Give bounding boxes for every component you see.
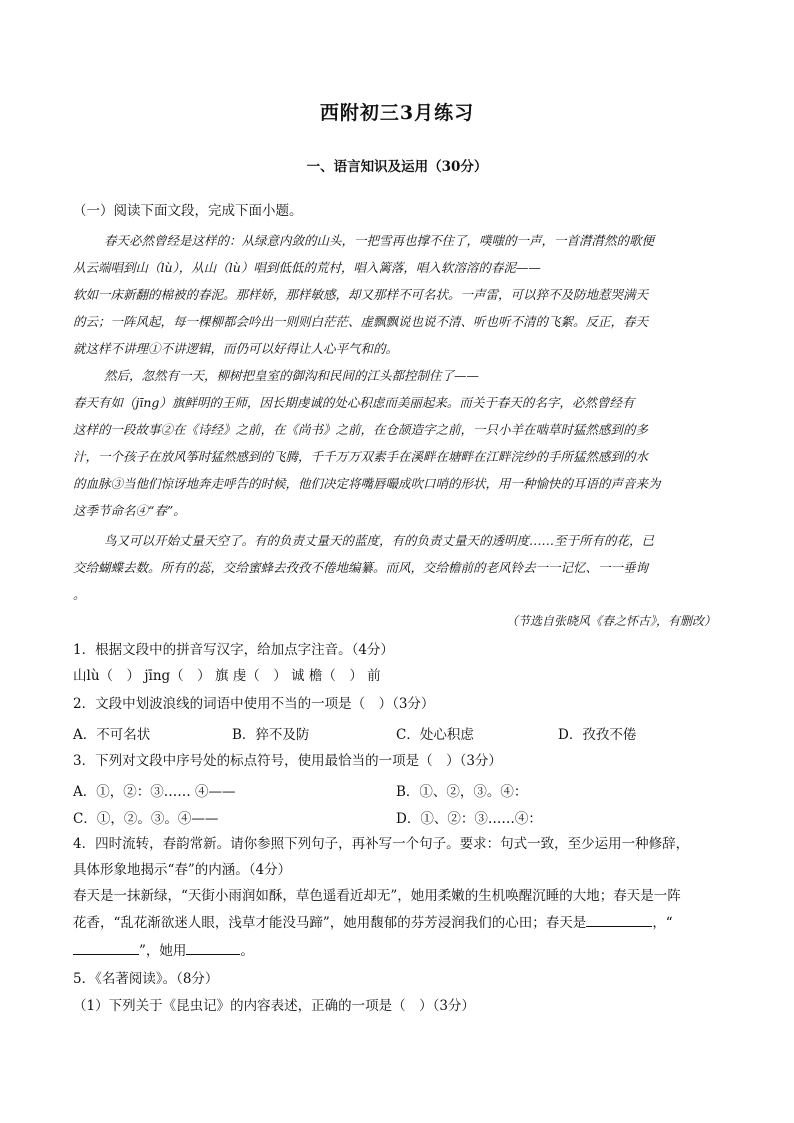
q1-item: jīng（ ） bbox=[144, 668, 211, 684]
section-heading: 一、语言知识及运用（30分） bbox=[306, 159, 488, 175]
q4-example-line bbox=[73, 940, 254, 961]
reading-intro: （一）阅读下面文段，完成下面小题。 bbox=[73, 203, 303, 219]
q4-example-text: ”，她用 bbox=[139, 943, 187, 959]
q4-example-line: 春天是一抹新绿，“天街小雨润如酥，草色遥看近却无”，她用柔嫩的生机唤醒沉睡的大地；春天是一阵 bbox=[73, 888, 681, 904]
q2-option-c[interactable]: C．处心积虑 bbox=[396, 727, 474, 743]
q3-option-c[interactable]: C．①，②。③。④—— bbox=[73, 811, 219, 827]
q4-example-text: 。 bbox=[240, 943, 254, 959]
passage-line: 。 bbox=[73, 587, 86, 602]
question-2-stem: 2．文段中划波浪线的词语中使用不当的一项是（ ）（3分） bbox=[73, 696, 435, 712]
passage-line: 汁，一个孩子在放风筝时猛然感到的飞腾，千千万万双素手在溪畔在塘畔在江畔浣纱的手所猛然感到的水 bbox=[73, 449, 649, 464]
q2-option-d[interactable]: D．孜孜不倦 bbox=[558, 727, 637, 743]
answer-blank[interactable] bbox=[186, 940, 240, 955]
question-1-items bbox=[73, 666, 381, 686]
passage-line: 这样的一段故事②在《诗经》之前，在《尚书》之前，在仓颉造字之前，一只小羊在啮草时猛然感到的多 bbox=[73, 422, 649, 437]
q1-item: 山lù（ ） bbox=[73, 668, 141, 684]
q4-example-text: 花香，“乱花渐欲迷人眼，浅草才能没马蹄”，她用馥郁的芬芳浸润我们的心田；春天是 bbox=[73, 915, 587, 931]
q3-option-d[interactable]: D．①、②：③……④： bbox=[396, 811, 542, 827]
q4-example-line bbox=[73, 912, 673, 933]
question-3-stem: 3．下列对文段中序号处的标点符号，使用最恰当的一项是（ ）（3分） bbox=[73, 753, 502, 769]
q1-item: 诚 檐（ ） bbox=[291, 668, 363, 684]
answer-blank[interactable] bbox=[73, 940, 139, 955]
question-1-stem: 1．根据文段中的拼音写汉字，给加点字注音。（4分） bbox=[73, 642, 394, 658]
passage-line: 从云端唱到山（lù），从山（lù）唱到低低的荒村，唱入篱落，唱入软溶溶的春泥—— bbox=[73, 260, 541, 275]
answer-blank[interactable] bbox=[586, 912, 652, 927]
q2-option-a[interactable]: A．不可名状 bbox=[73, 727, 151, 743]
passage-line: 这季节命名④“春”。 bbox=[73, 503, 186, 518]
question-4-stem: 4．四时流转，春韵常新。请你参照下列句子，再补写一个句子。要求：句式一致，至少运用一种修辞， bbox=[73, 836, 690, 852]
q3-option-b[interactable]: B．①、②，③。④： bbox=[396, 784, 528, 800]
passage-line: 就这样不讲理①不讲逻辑，而仍可以好得让人心平气和的。 bbox=[73, 341, 399, 356]
q4-example-text: ，“ bbox=[652, 915, 673, 931]
question-4-stem-cont: 具体形象地揭示“春”的内涵。（4分） bbox=[73, 862, 292, 878]
q3-option-a[interactable]: A．①，②：③…… ④—— bbox=[73, 784, 236, 800]
question-5-stem: 5．《名著阅读》。（8分） bbox=[73, 971, 219, 987]
page-title: 西附初三3月练习 bbox=[319, 102, 475, 124]
q1-item: 前 bbox=[367, 668, 381, 684]
passage-line: 春天有如（jīng）旗鲜明的王师，因长期虔诚的处心积虑而美丽起来。而关于春天的名字，必然曾经有 bbox=[73, 395, 635, 410]
q1-item: 旗 虔（ ） bbox=[214, 668, 287, 684]
question-5-sub-1: （1）下列关于《昆虫记》的内容表述，正确的一项是（ ）（3分） bbox=[73, 998, 475, 1014]
passage-line: 的血脉③当他们惊讶地奔走呼告的时候，他们决定将嘴唇嘬成吹口哨的形状，用一种愉快的耳语的声音来为 bbox=[73, 476, 661, 491]
passage-line: 的云；一阵风起，每一棵柳都会吟出一则则白茫茫、虚飘飘说也说不清、听也听不清的飞絮。反正，春天 bbox=[73, 314, 649, 329]
passage-line: 软如一床新翻的棉被的春泥。那样娇，那样敏感，却又那样不可名状。一声雷，可以猝不及防地惹哭满天 bbox=[73, 287, 649, 302]
passage-line: 然后，忽然有一天，柳树把皇室的御沟和民间的江头都控制住了—— bbox=[104, 368, 480, 383]
passage-line: 春天必然曾经是这样的：从绿意内敛的山头，一把雪再也撑不住了，噗嗤的一声，一首潸潸然的歌便 bbox=[104, 233, 655, 248]
passage-line: 鸟又可以开始丈量天空了。有的负责丈量天的蓝度，有的负责丈量天的透明度……至于所有的花，已 bbox=[104, 533, 655, 548]
passage-source: （节选自张晓风《春之怀古》，有删改） bbox=[505, 614, 716, 628]
passage-line: 交给蝴蝶去数。所有的蕊，交给蜜蜂去孜孜不倦地编纂。而风，交给檐前的老风铃去一一记忆、一一垂询 bbox=[73, 560, 649, 575]
q2-option-b[interactable]: B．猝不及防 bbox=[232, 727, 310, 743]
